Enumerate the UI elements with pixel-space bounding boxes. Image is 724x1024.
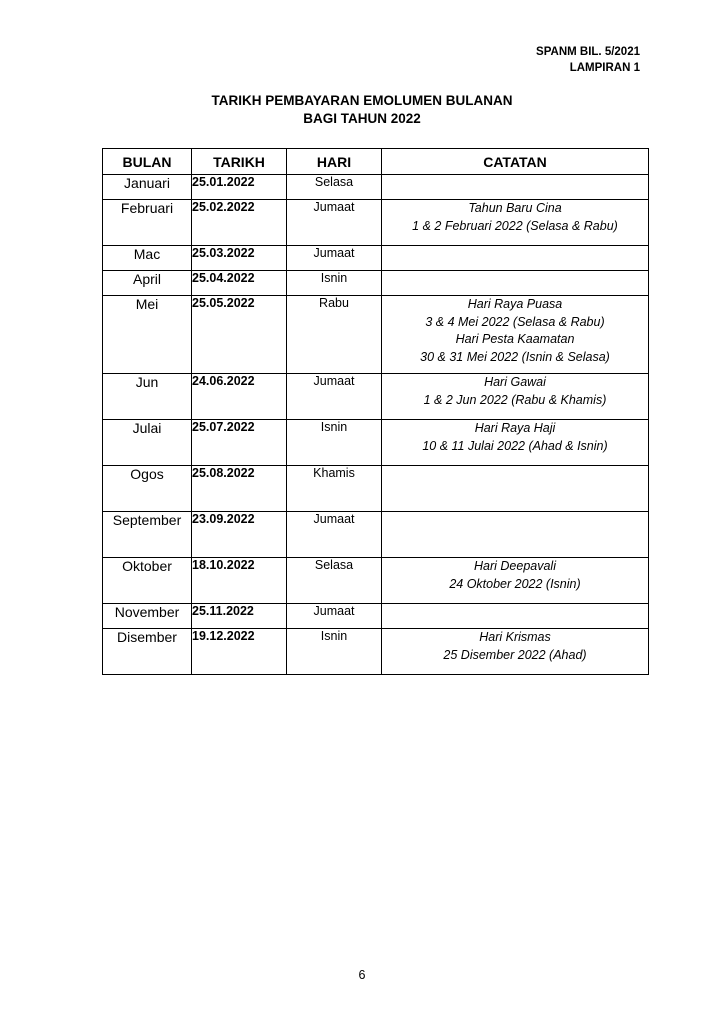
payment-schedule-table — [102, 148, 649, 675]
catatan-line: 1 & 2 Februari 2022 (Selasa & Rabu) — [412, 218, 618, 233]
cell-tarikh: 25.11.2022 — [192, 604, 287, 629]
title-line-2: BAGI TAHUN 2022 — [303, 111, 421, 126]
cell-hari: Rabu — [287, 296, 382, 374]
catatan-line: Hari Deepavali — [474, 559, 556, 573]
cell-bulan: Oktober — [103, 558, 192, 604]
table-row — [103, 296, 649, 374]
catatan-line: 30 & 31 Mei 2022 (Isnin & Selasa) — [420, 349, 610, 364]
cell-catatan — [382, 374, 649, 420]
cell-bulan: Disember — [103, 629, 192, 675]
catatan-line: Hari Pesta Kaamatan — [455, 332, 575, 346]
page-number: 6 — [358, 968, 366, 982]
reference-number: SPANM BIL. 5/2021 — [536, 46, 640, 58]
cell-hari: Selasa — [287, 558, 382, 604]
table-row — [103, 374, 649, 420]
cell-hari: Selasa — [287, 175, 382, 200]
cell-tarikh: 25.08.2022 — [192, 466, 287, 512]
column-header-bulan: BULAN — [103, 149, 192, 175]
table-row — [103, 420, 649, 466]
cell-tarikh: 19.12.2022 — [192, 629, 287, 675]
cell-catatan — [382, 558, 649, 604]
cell-catatan — [382, 175, 649, 200]
cell-bulan: November — [103, 604, 192, 629]
cell-bulan: Februari — [103, 200, 192, 246]
cell-hari: Khamis — [287, 466, 382, 512]
cell-catatan — [382, 200, 649, 246]
cell-tarikh: 25.02.2022 — [192, 200, 287, 246]
cell-tarikh: 25.03.2022 — [192, 246, 287, 271]
table-row — [103, 604, 649, 629]
cell-tarikh: 25.01.2022 — [192, 175, 287, 200]
table-row — [103, 466, 649, 512]
attachment-label: LAMPIRAN 1 — [569, 62, 640, 74]
cell-tarikh: 25.04.2022 — [192, 271, 287, 296]
cell-tarikh: 23.09.2022 — [192, 512, 287, 558]
cell-hari: Jumaat — [287, 604, 382, 629]
cell-hari: Jumaat — [287, 200, 382, 246]
catatan-line: Hari Gawai — [484, 375, 546, 389]
cell-tarikh: 25.05.2022 — [192, 296, 287, 374]
catatan-line: Tahun Baru Cina — [468, 201, 562, 215]
cell-catatan — [382, 246, 649, 271]
cell-catatan — [382, 604, 649, 629]
cell-hari: Isnin — [287, 629, 382, 675]
column-header-catatan: CATATAN — [382, 149, 649, 175]
catatan-line: 1 & 2 Jun 2022 (Rabu & Khamis) — [423, 392, 607, 407]
table-row — [103, 629, 649, 675]
table-row — [103, 175, 649, 200]
cell-catatan — [382, 271, 649, 296]
cell-catatan — [382, 512, 649, 558]
cell-catatan — [382, 420, 649, 466]
cell-hari: Jumaat — [287, 246, 382, 271]
cell-bulan: Julai — [103, 420, 192, 466]
cell-tarikh: 24.06.2022 — [192, 374, 287, 420]
cell-tarikh: 25.07.2022 — [192, 420, 287, 466]
column-header-tarikh: TARIKH — [192, 149, 287, 175]
cell-hari: Jumaat — [287, 374, 382, 420]
cell-hari: Isnin — [287, 271, 382, 296]
catatan-line: 25 Disember 2022 (Ahad) — [443, 647, 587, 662]
cell-tarikh: 18.10.2022 — [192, 558, 287, 604]
title-line-1: TARIKH PEMBAYARAN EMOLUMEN BULANAN — [211, 93, 513, 108]
table-row — [103, 558, 649, 604]
cell-bulan: Jun — [103, 374, 192, 420]
catatan-line: Hari Krismas — [479, 630, 551, 644]
cell-catatan — [382, 296, 649, 374]
cell-bulan: Mac — [103, 246, 192, 271]
cell-hari: Isnin — [287, 420, 382, 466]
cell-bulan: Januari — [103, 175, 192, 200]
catatan-line: 10 & 11 Julai 2022 (Ahad & Isnin) — [422, 438, 608, 453]
cell-bulan: September — [103, 512, 192, 558]
catatan-line: 24 Oktober 2022 (Isnin) — [449, 576, 581, 591]
table-row — [103, 200, 649, 246]
catatan-line: Hari Raya Haji — [474, 421, 556, 435]
page-title — [0, 92, 724, 128]
table-header-row — [103, 149, 649, 175]
table-row — [103, 271, 649, 296]
cell-catatan — [382, 629, 649, 675]
column-header-hari: HARI — [287, 149, 382, 175]
catatan-line: 3 & 4 Mei 2022 (Selasa & Rabu) — [425, 314, 605, 329]
cell-catatan — [382, 466, 649, 512]
catatan-line: Hari Raya Puasa — [467, 297, 563, 311]
cell-bulan: Mei — [103, 296, 192, 374]
document-reference — [536, 44, 640, 76]
cell-hari: Jumaat — [287, 512, 382, 558]
cell-bulan: April — [103, 271, 192, 296]
cell-bulan: Ogos — [103, 466, 192, 512]
table-row — [103, 246, 649, 271]
table-row — [103, 512, 649, 558]
